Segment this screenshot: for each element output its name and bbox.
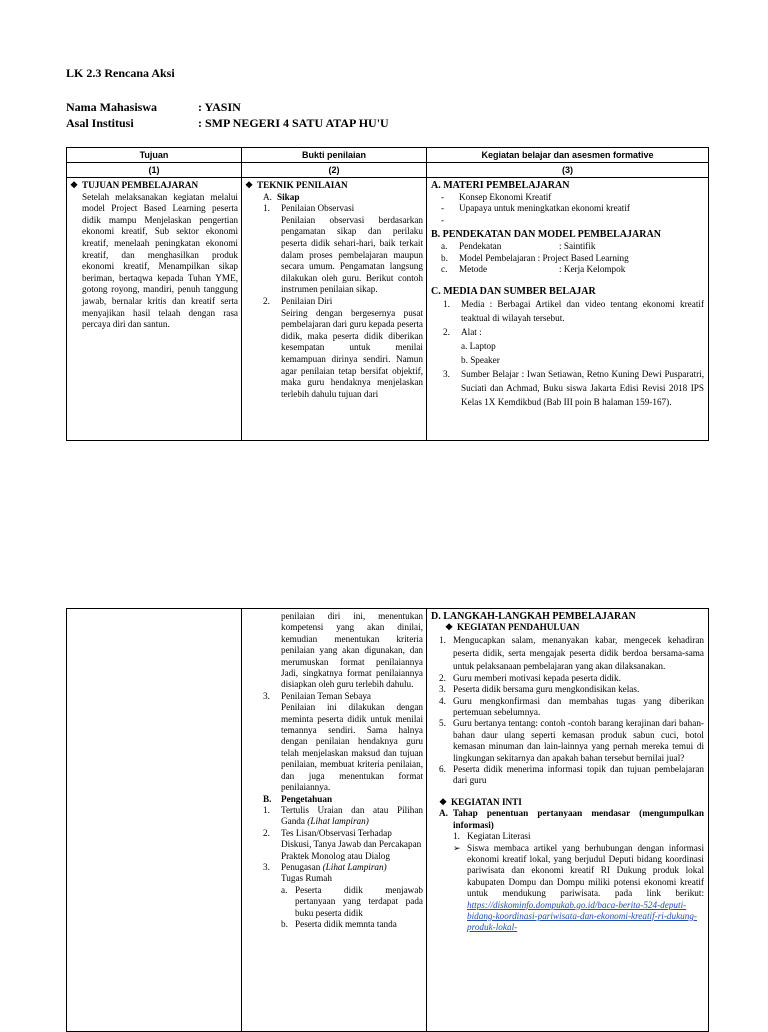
alat-laptop: a. Laptop bbox=[461, 341, 496, 352]
tujuan-cell bbox=[67, 178, 242, 441]
penugasan-a: a. Peserta didik menjawab pertanyaan yang terdapat pada buku peserta didik bbox=[281, 884, 423, 918]
observasi-text: Penilaian observasi berdasarkan pengamatan sikap dan perilaku peserta didik sehari-hari, baik terkait dalam proses pembelajaran maupun secara umum. Pengamatan langsung dilakukan oleh guru. Berikut contoh instrumen penilaian sikap. bbox=[281, 214, 423, 295]
pendekatan-heading: B. PENDEKATAN DAN MODEL PEMBELAJARAN bbox=[431, 229, 661, 241]
materi-item: - bbox=[441, 214, 445, 225]
materi-item: - Upapaya untuk meningkatkan ekonomi kreatif bbox=[441, 203, 630, 214]
diamond-bullet-icon: ❖ bbox=[70, 180, 79, 190]
literasi-row: 1. Kegiatan Literasi bbox=[453, 831, 531, 842]
penugasan-extra: Tugas Rumah bbox=[281, 873, 332, 884]
student-name-label: Nama Mahasiswa bbox=[66, 100, 158, 114]
pengetahuan-title: Pengetahuan bbox=[281, 793, 333, 804]
penugasan-row: 3. Penugasan (Lihat Lampiran) bbox=[263, 861, 387, 872]
content-row-continued bbox=[67, 609, 709, 1032]
article-link[interactable]: https://diskominfo.dompukab.go.id/baca-berita-524-deputi-bidang-koordinasi-pariwisata-dan-ekonomi-kreatif-ri-dukung-produk-lokal- bbox=[467, 899, 697, 933]
institution-label: Asal Institusi bbox=[66, 116, 134, 130]
diri-title: Penilaian Diri bbox=[281, 295, 333, 306]
diamond-bullet-icon: ❖ bbox=[439, 796, 448, 807]
sikap-title: Sikap bbox=[277, 191, 300, 202]
teman-row: 3. Penilaian Teman Sebaya bbox=[263, 690, 372, 701]
tujuan-text: Setelah melaksanakan kegiatan melalui model Project Based Learning peserta didik mampu Menjelaskan pengertian ekonomi kreatif, Sub sektor ekonomi kreatif, menelaah peningkatan ekonomi kreatif, dan menghasilkan produk ekonomi kreatif, Menampilkan sikap beriman, bertaqwa kepada Tuhan YME, gotong royong, mandiri, penuh tanggung jawab, bernalar kritis dan kreatif serta menyajikan hasil telaah dengan rasa percaya diri dan santun. bbox=[82, 191, 238, 330]
step-item: 2. Guru memberi motivasi kepada peserta didik. bbox=[439, 672, 621, 683]
media-item: 1. Media : Berbagai Artikel dan video tentang ekonomi kreatif teaktual di wilayah tersebut. bbox=[443, 299, 704, 324]
observasi-row: 1. Penilaian Observasi bbox=[263, 203, 355, 214]
pengetahuan-row: B. Pengetahuan bbox=[263, 793, 333, 804]
langkah-heading: D. LANGKAH-LANGKAH PEMBELAJARAN bbox=[431, 611, 636, 622]
kegiatan-cell bbox=[427, 178, 709, 441]
page-1 bbox=[0, 0, 768, 512]
header-num-1: (1) bbox=[67, 163, 242, 178]
page-2 bbox=[0, 512, 768, 1024]
arrow-bullet-icon: ➢ bbox=[453, 842, 461, 853]
lisan-extra: Praktek Monolog atau Dialog bbox=[281, 850, 390, 861]
teman-text: Penilaian ini dilakukan dengan meminta peserta didik untuk menilai temannya sendiri. Sama halnya dengan penilaian hendaknya guru telah menjelaskan maksud dan tujuan penilaian, membuat kriteria penilaian, dan juga menentukan format penilaiannya. bbox=[281, 702, 423, 793]
diamond-bullet-icon: ❖ bbox=[245, 180, 254, 190]
step-item: 4. Guru mengkonfirmasi dan membahas tugas yang diberikan pertemuan sebelumnya. bbox=[439, 695, 704, 718]
penugasan-b: b. Peserta didik memnta tanda bbox=[281, 918, 397, 929]
step-item: 1. Mengucapkan salam, menanyakan kabar, mengecek kehadiran peserta didik, serta mengajak peserta didik berdoa bersama-sama untuk pelaksanaan pembelajaran yang akan dilaksanakan. bbox=[439, 634, 704, 671]
alat-speaker: b. Speaker bbox=[461, 355, 500, 366]
kegiatan-cell-continued bbox=[427, 609, 709, 1032]
teknik-heading: TEKNIK PENILAIAN bbox=[257, 180, 348, 190]
student-name-value: : YASIN bbox=[198, 100, 241, 114]
sikap-row: A. Sikap bbox=[263, 191, 300, 202]
bukti-cell bbox=[242, 178, 427, 441]
tahap-row: A. Tahap penentuan pertanyaan mendasar (mengumpulkan informasi) bbox=[439, 808, 704, 830]
alat-item: 2. Alat : bbox=[443, 327, 482, 338]
header-num-3: (3) bbox=[427, 163, 709, 178]
media-heading: C. MEDIA DAN SUMBER BELAJAR bbox=[431, 285, 596, 297]
document-title: LK 2.3 Rencana Aksi bbox=[66, 66, 175, 80]
literasi-bullet: ➢ Siswa membaca artikel yang berhubungan dengan informasi ekonomi kreatif lokal, yang berjudul Deputi bidang koordinasi pariwisata dan ekonomi kreatif RI Dukung produk lokal kabupaten Dompu dan Dompu miliki potensi ekonomi kreatif untuk mendukung pariwisata. pada link berikut: https://diskominfo.dompukab.go.id/baca-berita-524-deputi-bidang-koordinasi-pariwisata-dan-ekonomi-kreatif-ri-dukung-produk-lokal- bbox=[453, 842, 704, 933]
header-kegiatan: Kegiatan belajar dan asesmen formative bbox=[427, 148, 709, 163]
teman-title: Penilaian Teman Sebaya bbox=[281, 690, 372, 701]
institution-value: : SMP NEGERI 4 SATU ATAP HU'U bbox=[198, 116, 389, 130]
student-name-row bbox=[66, 100, 241, 115]
header-number-row bbox=[67, 163, 709, 178]
action-plan-table-p2 bbox=[66, 608, 709, 1032]
action-plan-table-p1 bbox=[66, 147, 709, 441]
tujuan-heading-row bbox=[70, 180, 238, 192]
inti-heading-row: ❖ KEGIATAN INTI bbox=[439, 796, 522, 807]
diamond-bullet-icon: ❖ bbox=[445, 622, 454, 633]
content-row bbox=[67, 178, 709, 441]
diri-row: 2. Penilaian Diri bbox=[263, 295, 333, 306]
diri-text-b: penilaian diri ini, menentukan kompetensi yang akan dinilai, kemudian menentukan kriteria penilaian yang akan digunakan, dan merumuskan format penilaiannya Jadi, singkatnya format penilaiannya disiapkan oleh guru terlebih dahulu. bbox=[281, 611, 423, 690]
lisan-row: 2. Tes Lisan/Observasi Terhadap Diskusi, Tanya Jawab dan Percakapan bbox=[263, 827, 422, 850]
header-tujuan: Tujuan bbox=[67, 148, 242, 163]
header-bukti: Bukti penilaian bbox=[242, 148, 427, 163]
step-item: 3. Peserta didik bersama guru mengkondisikan kelas. bbox=[439, 684, 640, 695]
pendahuluan-heading-row: ❖ KEGIATAN PENDAHULUAN bbox=[445, 622, 580, 633]
materi-heading: A. MATERI PEMBELAJARAN bbox=[431, 180, 570, 191]
step-item: 6. Peserta didik menerima informasi topik dan tujuan pembelajaran dari guru bbox=[439, 764, 704, 786]
diri-text-a: Seiring dengan bergesernya pusat pembelajaran dari guru kepada peserta didik, maka peserta didik diberikan kesempatan untuk menilai kemampuan dirinya sendiri. Namun agar penilaian tetap bersifat objektif, maka guru hendaknya menjelaskan terlebih dahulu tujuan dari bbox=[281, 307, 423, 399]
teknik-heading-row bbox=[245, 180, 423, 192]
pendekatan-item: c. Metode : Kerja Kelompok bbox=[441, 264, 626, 275]
bukti-cell-continued bbox=[242, 609, 427, 1032]
pendekatan-item: b. Model Pembelajaran : Project Based Learning bbox=[441, 252, 629, 263]
header-row bbox=[67, 148, 709, 163]
tertulis-row: 1. Tertulis Uraian dan atau Pilihan Ganda (Lihat lampiran) bbox=[263, 804, 423, 827]
sumber-item: 3. Sumber Belajar : Iwan Setiawan, Retno Kuning Dewi Pusparatri, Suciati dan Achmad, Buku siswa Jakarta Edisi Revisi 2018 IPS Kelas 1X Kemdikbud (Bab III poin B halaman 159-167). bbox=[443, 369, 704, 408]
step-item: 5. Guru bertanya tentang: contoh -contoh barang kerajinan dari bahan-bahan daur ulang seperti kemasan produk sabun cuci, botol kemasan minuman dan lain-lainnya yang pernah mereka temui di lingkungan sekitarnya dan apakah bahan tersebut bernilai jual? bbox=[439, 718, 704, 763]
pendekatan-item: a. Pendekatan : Saintifik bbox=[441, 240, 596, 251]
observasi-title: Penilaian Observasi bbox=[281, 203, 355, 214]
materi-item: - Konsep Ekonomi Kreatif bbox=[441, 191, 552, 202]
header-num-2: (2) bbox=[242, 163, 427, 178]
tujuan-cell-continued bbox=[67, 609, 242, 1032]
institution-row bbox=[66, 116, 389, 131]
tujuan-heading: TUJUAN PEMBELAJARAN bbox=[82, 180, 199, 190]
